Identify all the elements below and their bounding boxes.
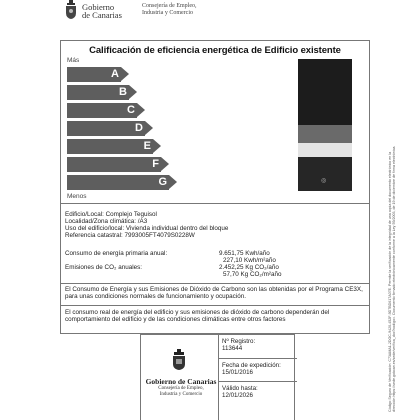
efficiency-scale — [67, 67, 237, 191]
issue-date-label: Fecha de expedición: — [222, 362, 281, 369]
registry-department: Consejería de Empleo, Industria y Comercio — [158, 386, 204, 397]
scale-bar-f — [67, 157, 161, 172]
divider — [61, 203, 369, 204]
coat-of-arms-icon — [64, 0, 78, 20]
certificate-title: Calificación de eficiencia energética de Edificio existente — [89, 45, 341, 56]
consumption-value-total: 9.651,75 Kwh/año — [219, 250, 270, 257]
scale-letter: B — [119, 86, 127, 98]
scale-letter: C — [127, 104, 135, 116]
emissions-value-area: 57,70 Kg CO₂/m²año — [223, 271, 282, 278]
rating-marker-icon: ◎ — [321, 178, 327, 184]
registry-details — [218, 335, 296, 420]
registry-org-name: Gobierno de Canarias — [145, 377, 217, 386]
header-logo — [64, 0, 234, 22]
consumption-label: Consumo de energía primaria anual: — [65, 250, 168, 257]
scale-letter: F — [152, 158, 159, 170]
divider — [61, 305, 369, 306]
registry-number-label: Nº Registro: — [222, 338, 256, 345]
scale-bar-d — [67, 121, 145, 136]
energy-certificate — [60, 40, 370, 334]
scale-letter: E — [143, 140, 151, 152]
scale-bar-a — [67, 67, 121, 82]
scale-letter: D — [135, 122, 143, 134]
registry-box — [140, 334, 295, 420]
building-use: Uso del edificio/local: Vivienda individual dentro del bloque — [65, 225, 229, 232]
registry-number-value: 113644 — [222, 345, 243, 352]
emissions-value-total: 2.452,25 Kg CO₂/año — [219, 264, 279, 271]
issue-date-value: 15/01/2016 — [222, 369, 253, 376]
divider — [61, 283, 369, 284]
scale-bar-g — [67, 175, 169, 190]
verification-side-text: Código Seguro de Verificación: C73AMA1-2DOC-9420-452F-9D7BD617A07E. Permite la verificación de la integridad de una copia del documento electrónico en la dirección https://sede.gobcan.es/sede/verifica_doc?codigo=. Documento firmado electrónicamente conforme a la Ley 59/2003, de 19 de diciembre de firma electrónica. — [388, 145, 397, 412]
scale-bar-b — [67, 85, 129, 100]
coat-of-arms-icon — [171, 349, 187, 371]
consumption-value-area: 227,10 Kwh/m²año — [223, 257, 276, 264]
header-department: Consejería de Empleo, Industria y Comercio — [142, 3, 197, 16]
building-location: Localidad/Zona climática: /A3 — [65, 218, 148, 225]
building-name: Edificio/Local: Complejo Teguisol — [65, 211, 157, 218]
valid-until-label: Válido hasta: — [222, 385, 258, 392]
scale-letter: A — [111, 68, 119, 80]
scale-bar-c — [67, 103, 137, 118]
calculation-note: El Consumo de Energía y sus Emisiones de Dióxido de Carbono son las obtenidas por el Programa CE3X, para unas condiciones normales de funcionamiento y ocupación. — [65, 286, 363, 301]
header-org-name: Gobierno de Canarias — [82, 2, 122, 20]
scale-less-label: Menos — [67, 193, 87, 200]
cadastral-reference: Referencia catastral: 7993005FT4079S0228W — [65, 232, 195, 239]
scale-more-label: Más — [67, 57, 80, 64]
rating-column — [298, 59, 352, 191]
real-consumption-note: El consumo real de energía del edificio y sus emisiones de dióxido de carbono dependerán del comportamiento del edificio y de las condiciones climáticas entre otros factores — [65, 309, 330, 324]
valid-until-value: 12/01/2026 — [222, 392, 253, 399]
emissions-label: Emisiones de CO₂ anuales: — [65, 264, 142, 271]
scale-letter: G — [158, 176, 167, 188]
scale-bar-e — [67, 139, 153, 154]
